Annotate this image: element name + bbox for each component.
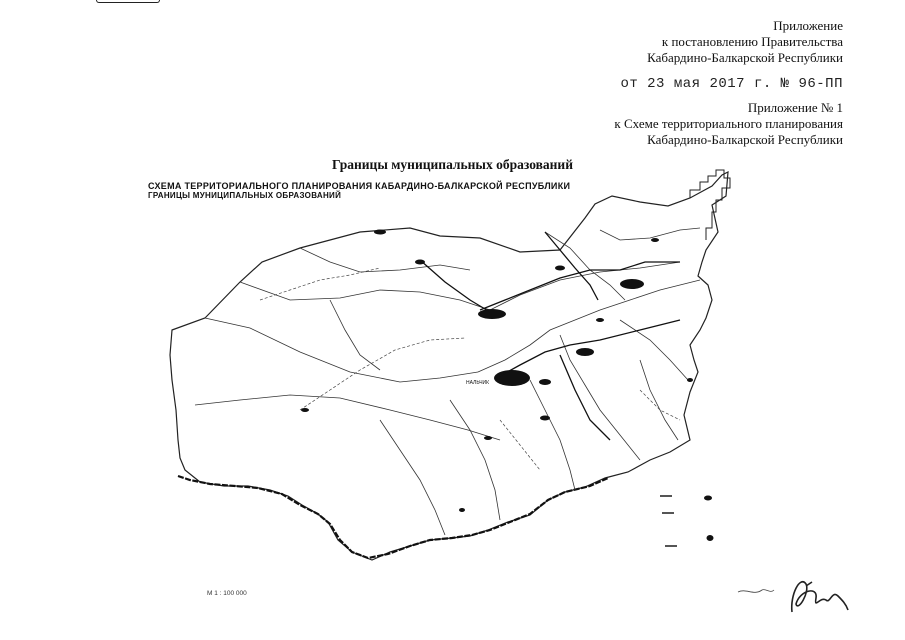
boundary-line <box>478 280 700 372</box>
southern-ridge-border <box>178 476 608 558</box>
road <box>480 262 680 310</box>
republic-border <box>170 172 728 560</box>
legend-marks <box>660 495 677 547</box>
government-name: Кабардино-Балкарской Республики <box>647 50 843 65</box>
road <box>300 338 465 410</box>
city-label: НАЛЬЧИК <box>466 380 490 386</box>
signature <box>792 582 848 612</box>
settlement <box>707 535 714 541</box>
map-scale: М 1 : 100 000 <box>207 590 247 597</box>
settlement <box>596 318 604 322</box>
settlement <box>459 508 465 512</box>
boundary-line <box>195 395 500 440</box>
appendix-number: Приложение № 1 <box>747 100 843 115</box>
settlements <box>301 230 714 542</box>
boundary-line <box>530 380 575 490</box>
boundary-line <box>620 320 688 380</box>
boundary-line <box>380 420 445 535</box>
settlement <box>704 496 712 501</box>
legend-swatch <box>660 495 672 497</box>
settlement <box>478 309 506 319</box>
boundary-line <box>640 360 678 440</box>
internal-boundaries <box>195 228 700 535</box>
northeast-stepped-border <box>690 170 730 240</box>
settlement <box>555 266 565 271</box>
resolution-ref: к постановлению Правительства <box>661 34 843 49</box>
settlement <box>687 378 693 382</box>
settlement <box>576 348 594 356</box>
map-title: СХЕМА ТЕРРИТОРИАЛЬНОГО ПЛАНИРОВАНИЯ КАБАРДИНО-БАЛКАРСКОЙ РЕСПУБЛИКИ <box>148 181 571 191</box>
road <box>560 355 610 440</box>
appendix-label: Приложение <box>773 18 843 33</box>
main-roads <box>420 232 680 440</box>
settlement <box>651 238 659 242</box>
boundary-line <box>300 248 470 272</box>
road <box>640 390 680 420</box>
scale-squiggle <box>738 590 774 593</box>
boundary-line <box>240 282 490 310</box>
road <box>260 268 380 300</box>
road <box>500 320 680 376</box>
settlement <box>540 416 550 421</box>
settlement-nalchik <box>494 370 530 386</box>
boundary-line <box>600 228 700 240</box>
decree-number: от 23 мая 2017 г. № 96-ПП <box>620 76 843 92</box>
road <box>545 232 598 300</box>
settlement <box>484 436 492 440</box>
settlement <box>374 230 386 235</box>
scheme-ref: к Схеме территориального планирования <box>614 116 843 131</box>
legend-swatch <box>665 545 677 547</box>
boundary-line <box>450 400 500 520</box>
road <box>500 420 540 470</box>
map-subtitle: ГРАНИЦЫ МУНИЦИПАЛЬНЫХ ОБРАЗОВАНИЙ <box>148 191 342 200</box>
document-title: Границы муниципальных образований <box>331 157 573 172</box>
legend-swatch <box>662 512 674 514</box>
boundary-line <box>490 262 680 310</box>
boundary-line <box>205 318 478 382</box>
boundary-line <box>330 300 380 370</box>
settlement <box>539 379 551 385</box>
republic-name: Кабардино-Балкарской Республики <box>647 132 843 147</box>
settlement <box>620 279 644 289</box>
boundary-line <box>560 335 640 460</box>
